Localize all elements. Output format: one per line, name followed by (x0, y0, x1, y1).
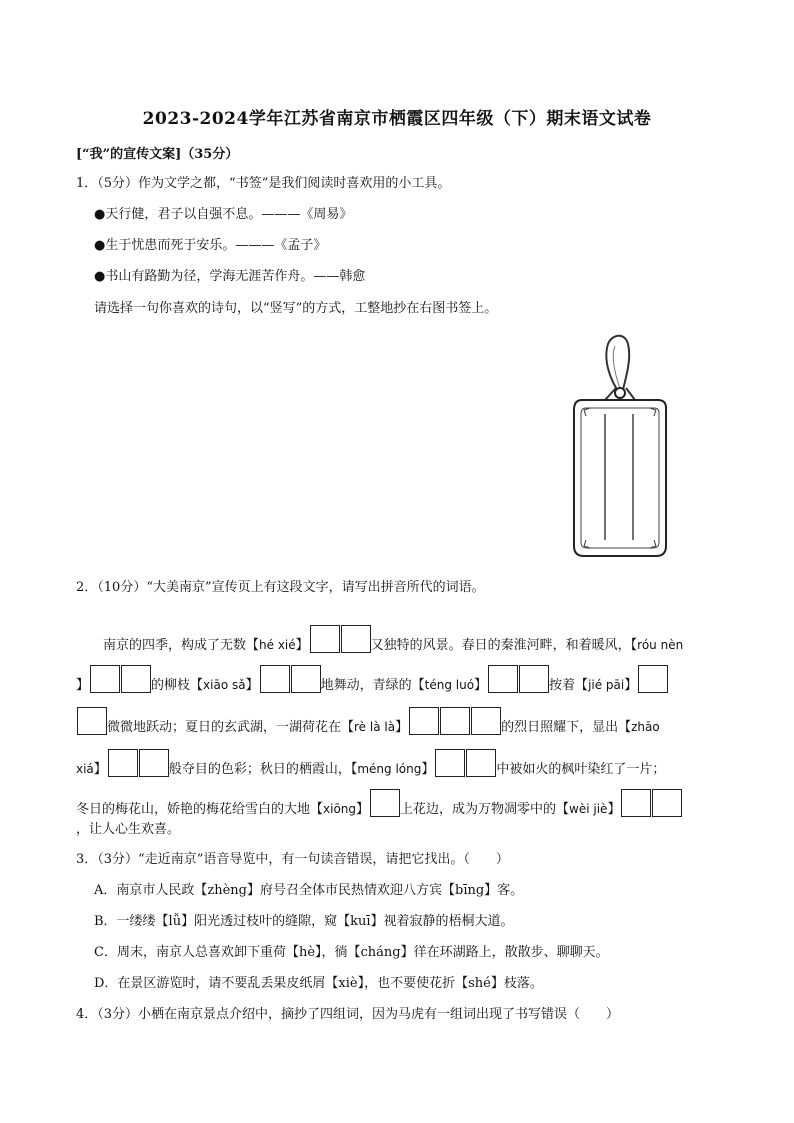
answer-box[interactable] (652, 789, 682, 817)
q2-line-2: 】 的柳枝【xiāo sǎ】 地舞动，青绿的【téng luó】 按着【jié pāi】 (76, 665, 668, 696)
answer-boxes-3 (259, 665, 321, 696)
answer-box[interactable] (471, 707, 501, 735)
answer-box[interactable] (341, 625, 371, 653)
q1-bullet-2: ●生于忧患而死于安乐。———《孟子》 (94, 238, 327, 253)
q3-option-c[interactable]: C．周末，南京人总喜欢卸下重荷【hè】，徜【cháng】徉在环湖路上，散散步、聊聊天。 (94, 945, 609, 960)
answer-box[interactable] (310, 625, 340, 653)
answer-box[interactable] (519, 665, 549, 693)
answer-boxes-1 (309, 625, 371, 656)
answer-box[interactable] (621, 789, 651, 817)
answer-box[interactable] (435, 749, 465, 777)
q2-line-6: ，让人心生欢喜。 (76, 822, 181, 837)
answer-box[interactable] (108, 749, 138, 777)
answer-box[interactable] (370, 789, 400, 817)
answer-box[interactable] (260, 665, 290, 693)
q2-stem: 2．（10分）“大美南京”宣传页上有这段文字，请写出拼音所代的词语。 (76, 580, 485, 595)
answer-boxes-6 (408, 707, 501, 738)
answer-box[interactable] (638, 665, 668, 693)
q3-stem: 3．（3分）“走近南京”语音导览中，有一句读音错误，请把它找出。（ ） (76, 852, 509, 867)
answer-box[interactable] (77, 707, 107, 735)
answer-box[interactable] (121, 665, 151, 693)
answer-boxes-8 (434, 749, 496, 780)
answer-box[interactable] (440, 707, 470, 735)
section-heading: [“我”的宣传文案]（35分） (76, 147, 239, 162)
q1-stem: 1．（5分）作为文学之都，“书签”是我们阅读时喜欢用的小工具。 (76, 176, 451, 191)
answer-box[interactable] (488, 665, 518, 693)
q2-line-4: xiá】 般夺目的色彩；秋日的栖霞山，【méng lóng】 中被如火的枫叶染红了一片； (76, 749, 665, 780)
q4-stem: 4．（3分）小栖在南京景点介绍中，摘抄了四组词，因为马虎有一组词出现了书写错误（ ） (76, 1007, 620, 1022)
answer-box[interactable] (139, 749, 169, 777)
q2-line-1: 南京的四季，构成了无数【hé xié】 又独特的风景。春日的秦淮河畔，和着暖风，【róu nèn (103, 625, 683, 656)
q3-option-a[interactable]: A．南京市人民政【zhèng】府号召全体市民热情欢迎八方宾【bīng】客。 (94, 883, 524, 898)
q1-instruction: 请选择一句你喜欢的诗句，以“竖写”的方式，工整地抄在右图书签上。 (94, 301, 498, 316)
page-title: 2023-2024学年江苏省南京市栖霞区四年级（下）期末语文试卷 (142, 109, 652, 129)
q1-bullet-3: ●书山有路勤为径，学海无涯苦作舟。——韩愈 (94, 269, 366, 284)
q2-line-3: 微微地跃动；夏日的玄武湖，一湖荷花在【rè là là】 的烈日照耀下，显出【zhāo (76, 707, 660, 738)
answer-box[interactable] (291, 665, 321, 693)
answer-boxes-4 (487, 665, 549, 696)
bookmark-illustration (570, 330, 670, 562)
answer-boxes-5b (76, 707, 107, 738)
q2-line-5: 冬日的梅花山，娇艳的梅花给雪白的大地【xiōng】 上花边，成为万物凋零中的【wèi jiè】 (76, 789, 682, 820)
answer-box[interactable] (409, 707, 439, 735)
q3-option-d[interactable]: D．在景区游览时，请不要乱丢果皮纸屑【xiè】，也不要使花折【shé】枝落。 (94, 976, 543, 991)
answer-boxes-2 (89, 665, 151, 696)
answer-boxes-10 (369, 789, 400, 820)
answer-boxes-11 (620, 789, 682, 820)
answer-boxes-5a (637, 665, 668, 696)
answer-box[interactable] (466, 749, 496, 777)
answer-boxes-7 (107, 749, 169, 780)
q1-bullet-1: ●天行健，君子以自强不息。———《周易》 (94, 207, 353, 222)
q3-option-b[interactable]: B．一缕缕【lǚ】阳光透过枝叶的缝隙，窥【kuī】视着寂静的梧桐大道。 (94, 914, 514, 929)
answer-box[interactable] (90, 665, 120, 693)
